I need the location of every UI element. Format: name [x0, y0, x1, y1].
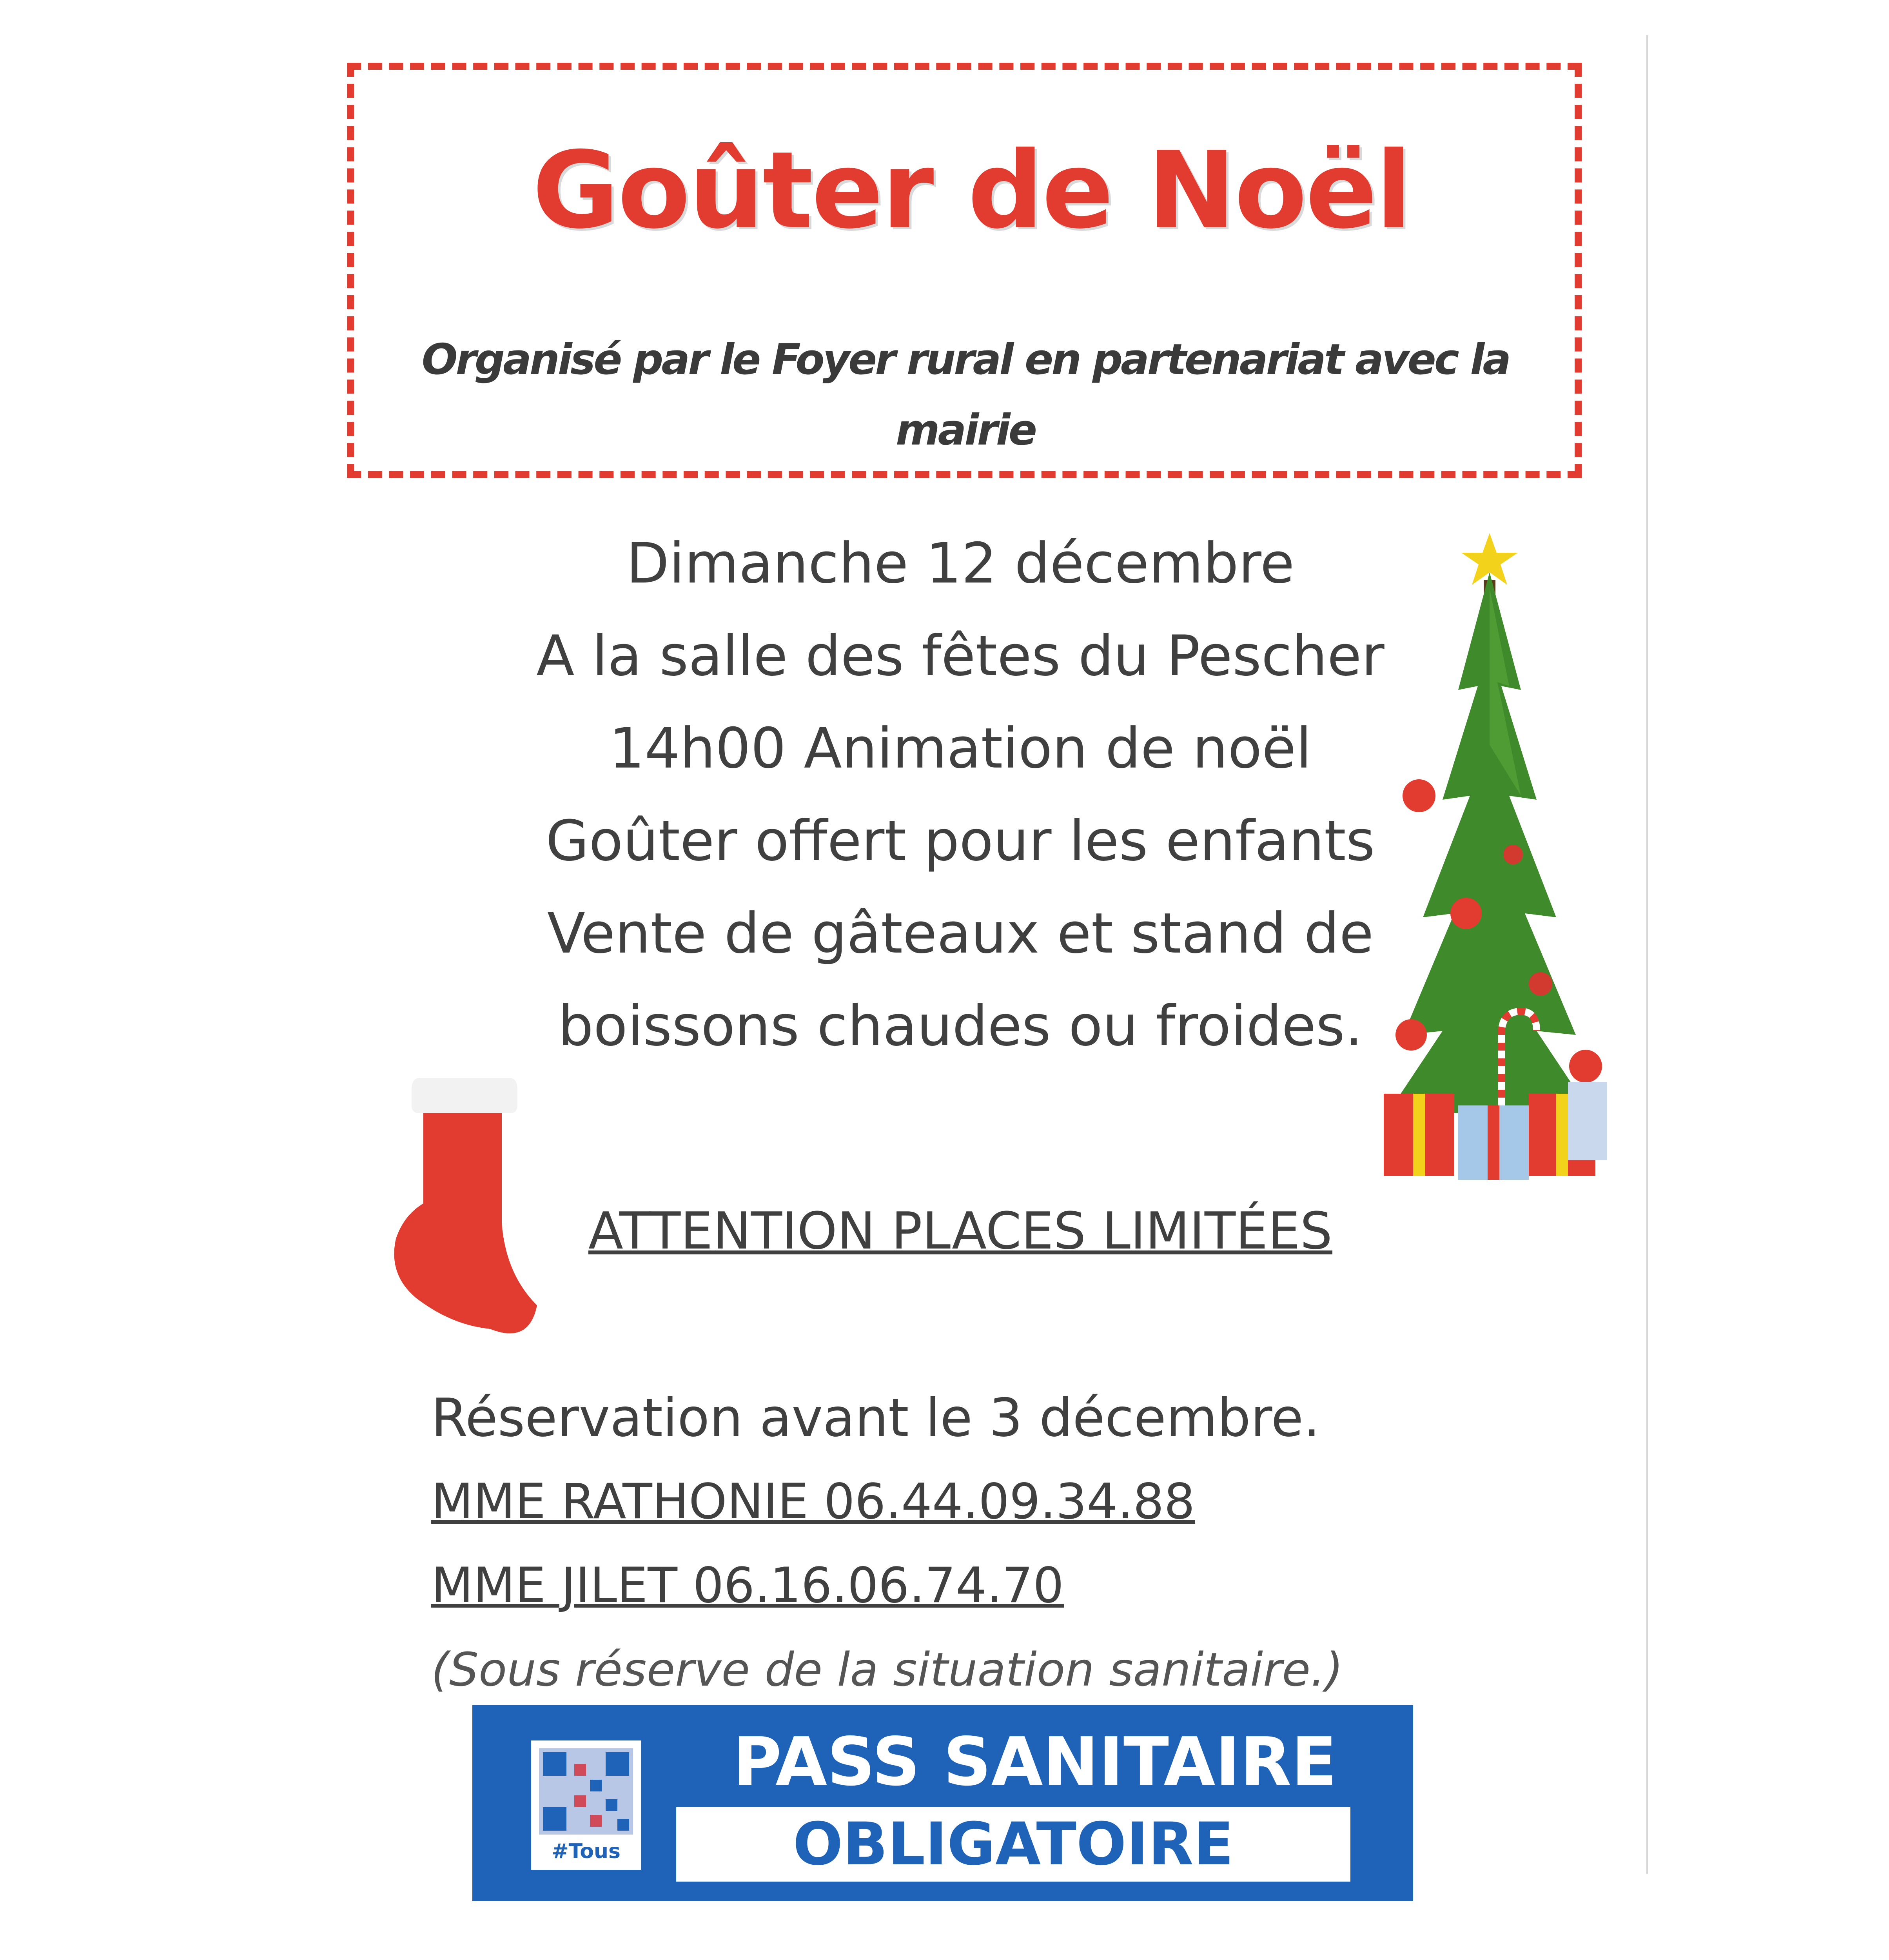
christmas-stocking-icon [372, 1054, 568, 1352]
event-organizer [401, 325, 1530, 466]
event-venue: A la salle des fêtes du Pescher [536, 624, 1385, 688]
event-date: Dimanche 12 décembre [626, 531, 1295, 596]
pass-text-block [676, 1717, 1394, 1882]
pass-line-1: PASS SANITAIRE [733, 1723, 1337, 1801]
event-title: Goûter de Noël [532, 129, 1411, 252]
pass-sanitaire-banner [472, 1705, 1413, 1901]
contact-rathonie[interactable]: MME RATHONIE 06.44.09.34.88 [431, 1474, 1195, 1530]
organizer-line-1: Organisé par le Foyer rural en partenariat avec la [421, 335, 1510, 384]
pass-line-2: OBLIGATOIRE [676, 1807, 1350, 1882]
christmas-tree-icon [1372, 525, 1607, 1211]
sanitary-reserve-note: (Sous réserve de la situation sanitaire.) [431, 1642, 1343, 1697]
contact-jilet[interactable]: MME JILET 06.16.06.74.70 [431, 1557, 1064, 1614]
limited-places-notice: ATTENTION PLACES LIMITÉES [588, 1201, 1333, 1261]
event-sale-1: Vente de gâteaux et stand de [547, 901, 1374, 966]
event-sale-2: boissons chaudes ou froides. [558, 994, 1363, 1058]
reservation-deadline: Réservation avant le 3 décembre. [431, 1387, 1320, 1448]
event-snack: Goûter offert pour les enfants [546, 809, 1375, 873]
reservation-section [431, 1376, 1490, 1711]
title-frame [347, 63, 1582, 478]
organizer-line-2: mairie [896, 406, 1035, 455]
qr-caption: #Tous [552, 1840, 621, 1863]
flyer-page [314, 35, 1648, 1878]
qr-code-icon [531, 1740, 641, 1870]
event-time: 14h00 Animation de noël [609, 716, 1312, 781]
